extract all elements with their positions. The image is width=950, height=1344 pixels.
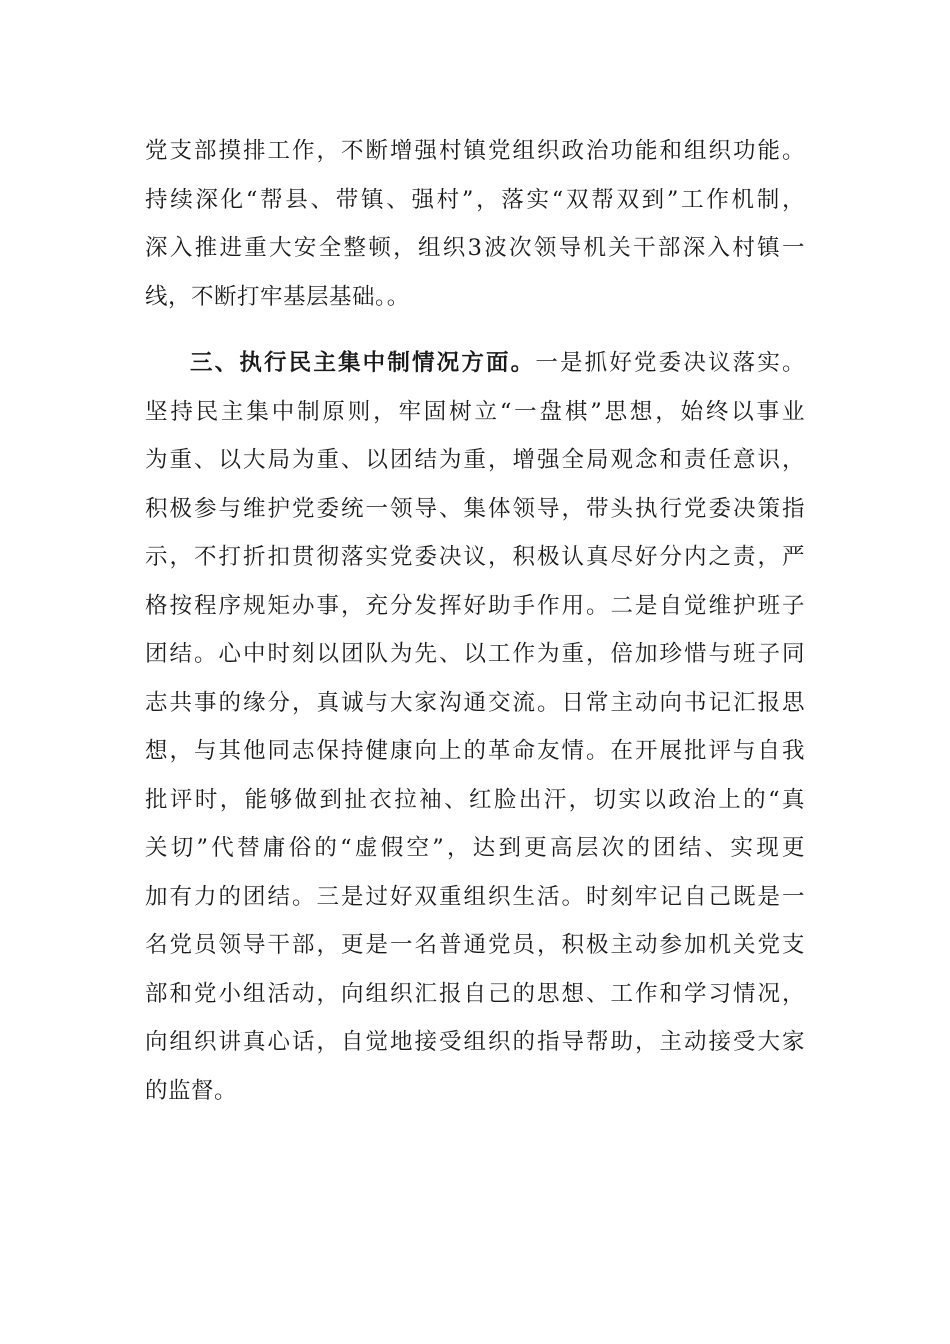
text-line: 团结。心中时刻以团队为先、以工作为重，倍加珍惜与班子同 [145,641,805,667]
text-line: 向组织讲真心话，自觉地接受组织的指导帮助，主动接受大家 [145,1029,805,1055]
text-line: 示，不打折扣贯彻落实党委决议，积极认真尽好分内之责，严 [145,544,805,570]
text-line: 加有力的团结。三是过好双重组织生活。时刻牢记自己既是一 [145,883,805,910]
text-line: 批评时，能够做到扯衣拉袖、红脸出汗，切实以政治上的“真 [145,786,805,813]
text-line: 想，与其他同志保持健康向上的革命友情。在开展批评与自我 [145,738,805,764]
text-line: 志共事的缘分，真诚与大家沟通交流。日常主动向书记汇报思 [145,689,805,716]
text-line: 为重、以大局为重、以团结为重，增强全局观念和责任意识， [145,447,805,473]
text-line: 部和党小组活动，向组织汇报自己的思想、工作和学习情况， [145,980,805,1007]
text-run: 一是抓好党委决议落实。 [535,350,805,376]
text-line: 的监督。 [145,1077,238,1104]
section-heading: 三、执行民主集中制情况方面。 [190,350,536,376]
text-line-first [145,339,805,388]
text-line: 线，不断打牢基层基础。。 [145,283,410,310]
text-line: 深入推进重大安全整顿，组织3波次领导机关干部深入村镇一 [145,235,805,261]
text-line: 党支部摸排工作，不断增强村镇党组织政治功能和组织功能。 [145,138,805,164]
text-line: 格按程序规矩办事，充分发挥好助手作用。二是自觉维护班子 [145,592,805,619]
text-line: 积极参与维护党委统一领导、集体领导，带头执行党委决策指 [145,495,805,522]
text-line: 名党员领导干部，更是一名普通党员，积极主动参加机关党支 [145,932,805,958]
text-line: 关切”代替庸俗的“虚假空”，达到更高层次的团结、实现更 [145,835,805,861]
text-line: 持续深化“帮县、带镇、强村”，落实“双帮双到”工作机制， [145,186,805,213]
paragraph-1 [145,127,805,321]
text-line: 坚持民主集中制原则，牢固树立“一盘棋”思想，始终以事业 [145,398,805,425]
paragraph-2 [145,339,805,1115]
